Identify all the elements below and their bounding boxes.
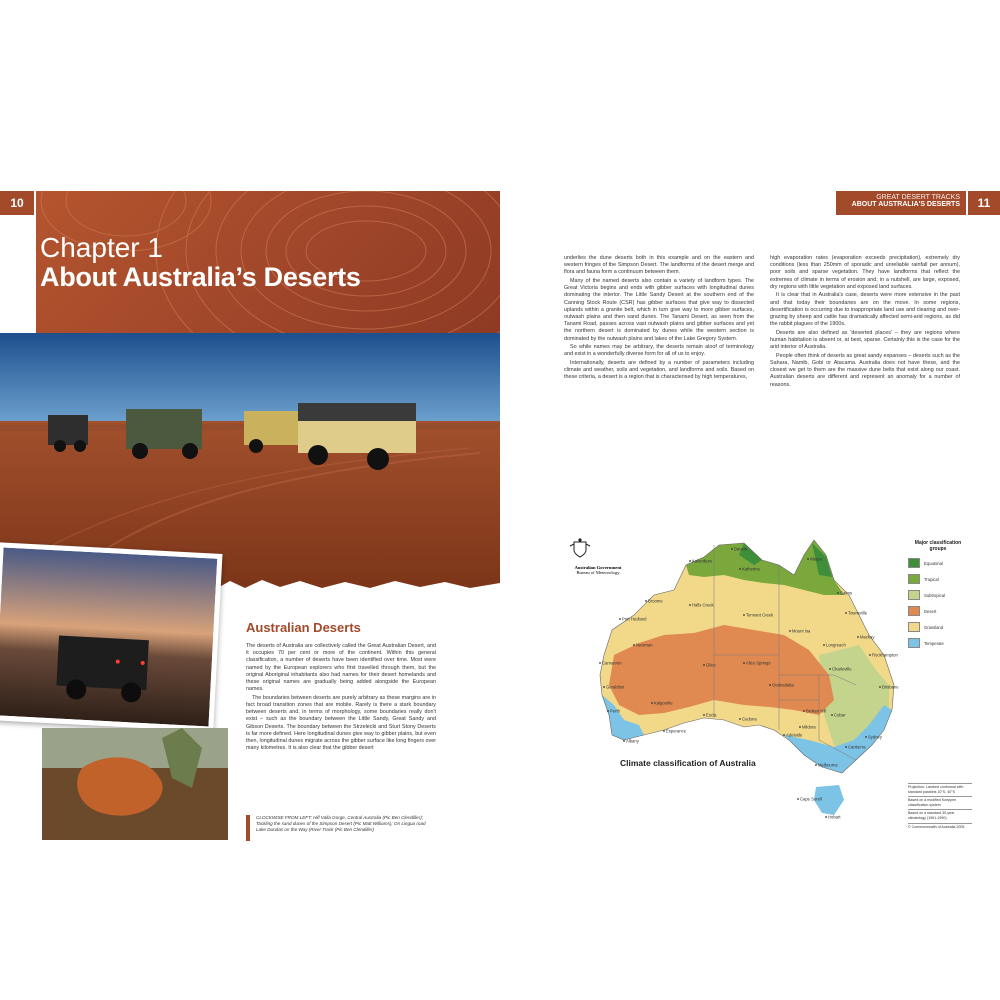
town-marker [731,548,733,550]
town-label: Mount Isa [792,628,811,634]
town-label: Canberra [848,744,866,750]
town-label: Charleville [832,666,852,672]
legend-label: Tropical [924,576,939,582]
town-label: Cobar [834,712,846,718]
running-head-section: ABOUT AUSTRALIA'S DESERTS [851,201,960,208]
town-marker [689,604,691,606]
page-number-left: 10 [0,191,34,215]
town-label: Newman [636,642,653,648]
town-label: Albany [626,738,639,744]
article-column-1 [246,643,436,754]
legend-swatch [908,622,920,632]
town-label: Longreach [826,642,846,648]
town-label: Katherine [742,566,760,572]
town-marker [845,612,847,614]
town-marker [829,668,831,670]
town-marker [603,686,605,688]
town-label: Adelaide [786,732,803,738]
town-label: Cairns [840,590,853,596]
paragraph: The boundaries between deserts are purely arbitrary as these margins are in fact broad transition zones that are mobile. Rarely is there a stark boundary between deserts and, in terms of morphology, some boundaries really don't exist – such as the boundary between the Little Sandy, Great Sandy and Gibson Deserts. The boundary between the Strzelecki and Sturt Stony Deserts is far more defined. Here longitudinal dunes give way to gibber plains, but even then, longitudinal dunes migrate across the gibber surface like long fingers over many kilometres. It is also clear that the gibber desert [246,694,436,752]
town-label: Mackay [860,634,875,640]
town-label: Hobart [828,814,841,820]
inset-photo-sunset [0,548,217,727]
map-note: © Commonwealth of Australia 2005 [908,823,972,832]
chapter-number: Chapter 1 [40,232,163,263]
town-marker [825,816,827,818]
town-label: Mildura [802,724,816,730]
town-marker [845,746,847,748]
town-marker [783,734,785,736]
legend-label: Temperate [924,640,944,646]
inset-photo-rock [42,728,228,840]
town-marker [743,662,745,664]
paragraph: So while names may be arbitrary, the deserts remain aloof of terminology and exist in a wonderfully diverse form for all of us to enjoy. [564,344,754,358]
town-label: Broken Hill [806,708,827,714]
town-marker [651,702,653,704]
town-marker [743,614,745,616]
town-label: Giles [706,662,716,668]
map-legend [908,540,968,648]
town-label: Eucla [706,712,717,718]
photo-caption: CLOCKWISE FROM LEFT: Hill Valla Gorge, Central Australia (Pic Ben Clendiller); Tackling the sand dunes of the Simpson Desert (Pic Matt Williams); On Lingua road Lake Dundas on the Way (River Track (Pic Ben Clendiller) [256,815,426,832]
town-label: Weipa [810,556,822,562]
legend-swatch [908,574,920,584]
town-label: Townsville [848,610,868,616]
town-marker [837,592,839,594]
town-marker [599,662,601,664]
caption-bar [246,815,250,841]
legend-swatch [908,558,920,568]
map-note: Based on a modified Koeppen classification system [908,796,972,809]
legend-item [908,574,968,584]
town-marker [789,630,791,632]
legend-item [908,606,968,616]
legend-swatch [908,638,920,648]
town-label: Brisbane [882,684,899,690]
map-note: Projection: Lambert conformal with standard parallels 10°S, 40°S [908,783,972,796]
paragraph: Many of the named deserts also contain a variety of landform types. The Great Victoria begins and ends with gibber surfaces with longitudinal dunes dominating the interior. The Little Sandy Desert at the southern end of the Canning Stock Route (CSR) has gibber surfaces that give way to dissected uplands within a granite belt, which in turn give way to more gibber surfaces, outwash plains and then sand dunes. The Tanami Desert, as seen from the Tanami Road, passes across vast outwash plains and gibber surfaces and yet the northern desert is dominated by dunes while the western section is dominated by the outwash plains and lakes of the Lake Gregory System. [564,278,754,342]
town-marker [823,644,825,646]
agency-line-2: Bureau of Meteorology [576,570,620,575]
town-marker [803,710,805,712]
legend-title: Major classification groups [914,540,962,552]
map-note: Based on a standard 30-year climatology (1961-1990) [908,809,972,822]
town-label: Perth [610,708,621,714]
town-label: Alice Springs [746,660,771,666]
town-label: Ceduna [742,716,757,722]
paragraph: It is clear that in Australia's case, deserts were more extensive in the past and that today their boundaries are on the move. In some regions, desertification is occurring due to inappropriate land use and clearing and over-grazing by sheep and cattle has dramatically affected semi-arid regions, as did the rabbit plagues of the 1900s. [770,292,960,328]
town-marker [879,686,881,688]
town-marker [739,718,741,720]
town-marker [623,740,625,742]
town-label: Halls Creek [692,602,714,608]
town-label: Kalgoorlie [654,700,673,706]
town-marker [815,764,817,766]
town-label: Melbourne [818,762,838,768]
town-marker [703,714,705,716]
town-label: Geraldton [606,684,625,690]
town-marker [769,684,771,686]
town-label: Tennant Creek [746,612,774,618]
legend-swatch [908,590,920,600]
town-marker [689,560,691,562]
town-marker [865,736,867,738]
town-label: Carnarvon [602,660,622,666]
legend-label: Grassland [924,624,944,630]
town-marker [633,644,635,646]
town-marker [739,568,741,570]
paragraph: Internationally, deserts are defined by a number of parameters including climate and weather, soils and vegetation, and landforms and soils. Based on these criteria, a desert is a region that is characterised by high temperatures, [564,360,754,381]
town-marker [619,618,621,620]
town-marker [703,664,705,666]
town-label: Darwin [734,546,748,552]
town-marker [797,798,799,800]
article-column-3 [770,255,960,390]
legend-label: Desert [924,608,937,614]
legend-item [908,558,968,568]
map-title: Climate classification of Australia [620,758,756,768]
town-label: Rockhampton [872,652,898,658]
town-marker [807,558,809,560]
town-label: Esperance [666,728,687,734]
running-head-series: GREAT DESERT TRACKS [876,194,960,201]
paragraph: People often think of deserts as great sandy expanses – deserts such as the Sahara, Namib, Gobi or Atacama. Australia does not have these, and the closest we get to them are the massive dune belts that exist along our coast. Australian deserts are different and represent an anomaly for a number of reasons. [770,352,960,388]
coat-of-arms-icon [568,538,592,558]
town-marker [799,726,801,728]
town-label: Broome [648,598,663,604]
article-heading: Australian Deserts [246,620,361,635]
town-marker [663,730,665,732]
legend-item [908,622,968,632]
town-label: Cape Sorell [800,796,822,802]
town-marker [869,654,871,656]
paragraph: high evaporation rates (evaporation exceeds precipitation), extremely dry conditions (less than 250mm of sporadic and unreliable rainfall per annum), poor soils and sparse vegetation. They have landforms that reflect the extremes of climate in terms of erosion and, in a nutshell, are large, exposed, dry regions with little vegetation and exposed land surfaces. [770,255,960,290]
legend-item [908,590,968,600]
town-marker [831,714,833,716]
agency-line-1: Australian Government [574,565,622,570]
paragraph: underlies the dune deserts both in this example and on the eastern and western fringes of the Simpson Desert. The landforms of the desert merge and flora and fauna form a continuum between them. [564,255,754,276]
legend-label: Subtropical [924,592,945,598]
town-marker [857,636,859,638]
page-number-right: 11 [968,191,1000,215]
map-notes [908,783,972,831]
town-marker [607,710,609,712]
town-label: Port Hedland [622,616,647,622]
town-label: Oodnadatta [772,682,794,688]
town-marker [645,600,647,602]
climate-map [594,535,904,825]
inset-photo-frame [0,542,223,731]
article-column-2 [564,255,754,383]
legend-label: Equatorial [924,560,943,566]
town-label: Sydney [868,734,882,740]
running-head [836,191,966,215]
legend-swatch [908,606,920,616]
chapter-title: About Australia’s Deserts [40,262,361,292]
paragraph: The deserts of Australia are collectively called the Great Australian Desert, and it occupies 70 per cent or more of the continent. Within this general classification, a number of deserts have been identified over time. Most were named by the European explorers who first travelled through them, but the original Aboriginal inhabitants also had names for their desert homelands and these original names are gradually being added alongside the European names. [246,643,436,693]
legend-item [908,638,968,648]
town-label: Kalumburu [692,558,713,564]
paragraph: Deserts are also defined as 'deserted places' – they are regions where human habitation is absent or, at best, sparse. Certainly this is the case for the arid interior of Australia. [770,329,960,351]
